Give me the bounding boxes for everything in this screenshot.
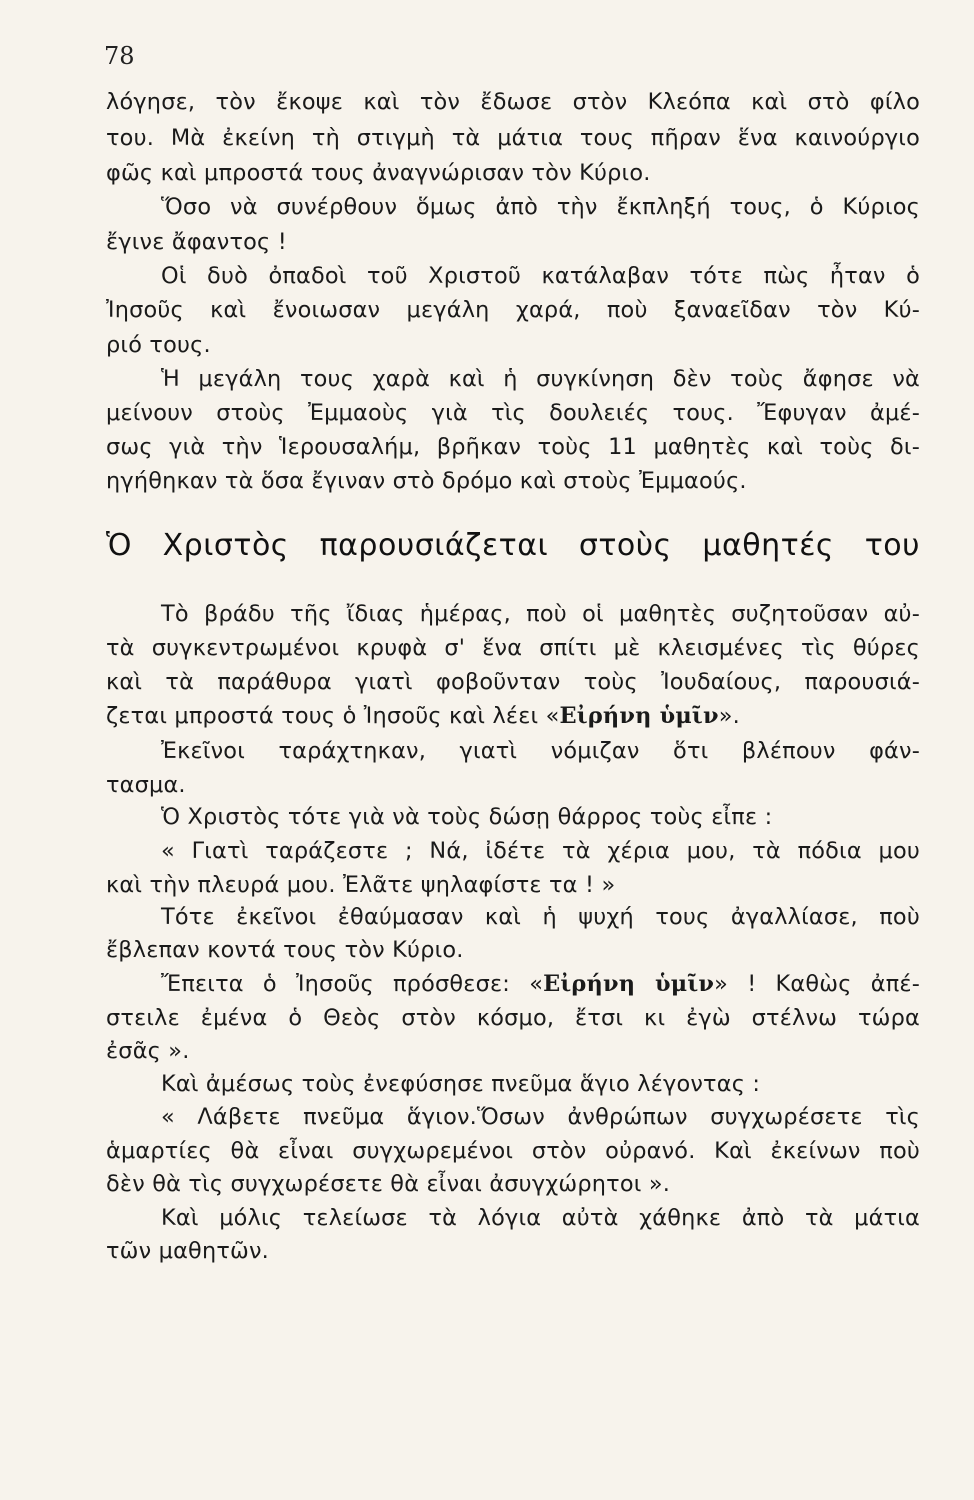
text-line: Τὸ βράδυ τῆς ἴδιας ἡμέρας, ποὺ οἱ μαθητὲς συζητοῦσαν αὐ- <box>161 601 920 627</box>
text-segment: ». <box>718 703 740 729</box>
text-line: λόγησε, τὸν ἔκοψε καὶ τὸν ἔδωσε στὸν Κλεόπα καὶ στὸ φίλο <box>106 89 920 115</box>
emphasized-text: Εἰρήνη ὑμῖν <box>543 971 715 997</box>
text-line: ἔβλεπαν κοντά τους τὸν Κύριο. <box>106 937 464 963</box>
text-line: ἔγινε ἄφαντος ! <box>106 229 287 255</box>
text-line: Καὶ ἀμέσως τοὺς ἐνεφύσησε πνεῦμα ἅγιο λέγοντας : <box>161 1071 761 1097</box>
text-line: ἐσᾶς ». <box>106 1038 190 1064</box>
text-line: Ἡ μεγάλη τους χαρὰ καὶ ἡ συγκίνηση δὲν τοὺς ἄφησε νὰ <box>161 366 920 392</box>
text-line: καὶ τὴν πλευρά μου. Ἐλᾶτε ψηλαφίστε τα ! » <box>106 872 616 898</box>
page-number: 78 <box>104 42 135 70</box>
text-line: στειλε ἐμένα ὁ Θεὸς στὸν κόσμο, ἔτσι κι ἐγὼ στέλνω τώρα <box>106 1005 920 1031</box>
text-line <box>161 973 920 995</box>
text-line: Καὶ μόλις τελείωσε τὰ λόγια αὐτὰ χάθηκε ἀπὸ τὰ μάτια <box>161 1205 920 1231</box>
text-line: μείνουν στοὺς Ἐμμαοὺς γιὰ τὶς δουλειές τους. Ἔφυγαν ἀμέ- <box>106 400 920 426</box>
text-segment: » ! Καθὼς ἀπέ- <box>714 971 920 997</box>
text-line: Ὁ Χριστὸς τότε γιὰ νὰ τοὺς δώσῃ θάρρος τοὺς εἶπε : <box>161 804 773 830</box>
text-line: ἁμαρτίες θὰ εἶναι συγχωρεμένοι στὸν οὐρανό. Καὶ ἐκείνων ποὺ <box>106 1138 920 1164</box>
section-heading: Ὁ Χριστὸς παρουσιάζεται στοὺς μαθητές του <box>106 528 920 563</box>
text-line: δὲν θὰ τὶς συγχωρέσετε θὰ εἶναι ἀσυγχώρητοι ». <box>106 1171 671 1197</box>
text-line <box>106 705 920 727</box>
text-line: Ἐκεῖνοι ταράχτηκαν, γιατὶ νόμιζαν ὅτι βλέπουν φάν- <box>161 738 920 764</box>
text-line: Τότε ἐκεῖνοι ἐθαύμασαν καὶ ἡ ψυχή τους ἀγαλλίασε, ποὺ <box>161 904 920 930</box>
text-line: ριό τους. <box>106 332 211 358</box>
text-line: τασμα. <box>106 772 186 798</box>
text-line: του. Μὰ ἐκείνη τὴ στιγμὴ τὰ μάτια τους πῆραν ἕνα καινούργιο <box>106 125 920 151</box>
text-line: Ἰησοῦς καὶ ἔνοιωσαν μεγάλη χαρά, ποὺ ξαναεῖδαν τὸν Κύ- <box>106 297 920 323</box>
text-line: φῶς καὶ μπροστά τους ἀναγνώρισαν τὸν Κύριο. <box>106 160 651 186</box>
text-segment: Ἔπειτα ὁ Ἰησοῦς πρόσθεσε: « <box>161 971 544 997</box>
text-line: καὶ τὰ παράθυρα γιατὶ φοβοῦνταν τοὺς Ἰουδαίους, παρουσιά- <box>106 669 920 695</box>
text-line: « Γιατὶ ταράζεστε ; Νά, ἰδέτε τὰ χέρια μου, τὰ πόδια μου <box>161 838 920 864</box>
text-line: σως γιὰ τὴν Ἱερουσαλήμ, βρῆκαν τοὺς 11 μαθητὲς καὶ τοὺς δι- <box>106 434 920 460</box>
text-line: « Λάβετε πνεῦμα ἅγιον.Ὅσων ἀνθρώπων συγχωρέσετε τὶς <box>161 1104 920 1130</box>
text-line: τὰ συγκεντρωμένοι κρυφὰ σ' ἕνα σπίτι μὲ κλεισμένες τὶς θύρες <box>106 635 920 661</box>
text-segment: ζεται μπροστά τους ὁ Ἰησοῦς καὶ λέει « <box>106 703 560 729</box>
text-line: τῶν μαθητῶν. <box>106 1238 270 1264</box>
text-line: Ὅσο νὰ συνέρθουν ὅμως ἀπὸ τὴν ἔκπληξή τους, ὁ Κύριος <box>161 194 920 220</box>
text-line: ηγήθηκαν τὰ ὅσα ἔγιναν στὸ δρόμο καὶ στοὺς Ἐμμαούς. <box>106 468 747 494</box>
emphasized-text: Εἰρήνη ὑμῖν <box>559 703 719 729</box>
text-line: Οἱ δυὸ ὀπαδοὶ τοῦ Χριστοῦ κατάλαβαν τότε πὼς ἦταν ὁ <box>161 263 920 289</box>
